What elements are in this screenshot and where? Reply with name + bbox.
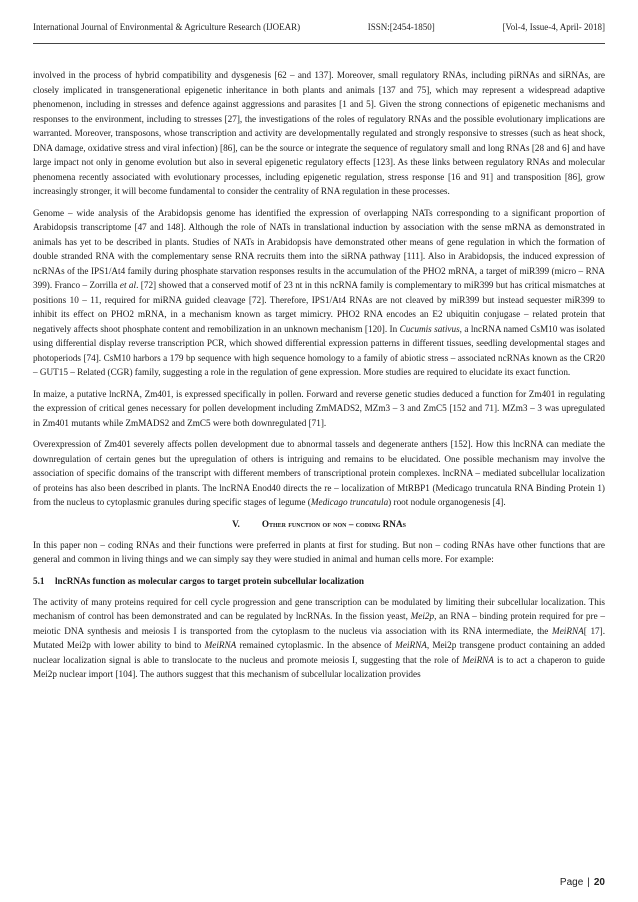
subsection-title: lncRNAs function as molecular cargos to target protein subcellular localization (55, 575, 365, 586)
paragraph-4 (33, 437, 605, 510)
paragraph-4-text-b: ) root nodule organogenesis [4]. (388, 497, 506, 507)
meirna-term: MeiRNA (462, 654, 494, 665)
paragraph-6-text-f: is to act a chaperon to guide Mei2p nuclear import [104]. The authors suggest that this mechanism of subcellular localization provides (33, 654, 605, 679)
paragraph-2-text-c: , a lncRNA named CsM10 was isolated using differential display reverse transcription PCR, which showed differential expression patterns in different tissues, seedling developmental stages and photoperiods [74]. CsM10 harbors a 179 bp sequence with high sequence homology to a family of abiotic stress – associated ncRNAs known as the CR20 – GUT15 – Related (CGR) family, suggesting a role in the regulation of gene expression. More studies are required to elucidate its exact function. (33, 323, 605, 377)
species-cucumis: Cucumis sativus (399, 323, 460, 334)
paragraph-6-text-e: , Mei2p transgene product containing an added nuclear localization signal is able to translocate to the nucleus and promote meiosis I, suggesting that the role of (33, 640, 605, 665)
meirna-term: MeiRNA (395, 640, 427, 650)
issn: ISSN:[2454-1850] (367, 22, 435, 32)
page-footer (560, 877, 605, 888)
species-medicago: Medicago truncatula (310, 497, 389, 507)
page-number: 20 (593, 877, 605, 888)
subsection-number: 5.1 (33, 575, 45, 586)
running-header (33, 12, 605, 42)
paragraph-6-text-c: [ 17]. Mutated Mei2p with lower ability to bind to (33, 625, 605, 650)
paragraph-1: involved in the process of hybrid compatibility and dysgenesis [62 – and 137]. Moreover, small regulatory RNAs, including piRNAs and siRNAs, are closely implicated in transgenerational epigenetic inheritance in both plants and animals [137 and 75], which may represent a widespread adaptive phenomenon, including in stresses and defence against aggressions and parasites [1 and 5]. Given the strong connections of epigenetic mechanisms and responses to the environment, including to stresses [27], the investigations of the roles of regulatory RNAs and the possible evolutionary implications are warranted. Moreover, transposons, whose transcription and activity are developmentally regulated and strongly responsive to stresses (such as heat shock, DNA damage, oxidative stress and viral infection) [86], can be the source or integrate the sequence of regulatory small and long RNAs [28 and 6] and have large impact not only in genome evolution but also in several epigenetic regulatory effects [123]. As these links between regulatory RNAs and molecular phenomena recently associated with evolutionary processes, including epigenetic regulation, stress response [16 and 91] and transposition [86], grow increasingly stronger, it will become fundamental to consider the centrality of RNA regulation in these processes. (33, 70, 605, 196)
paragraph-6 (33, 595, 605, 682)
paragraph-3: In maize, a putative lncRNA, Zm401, is expressed specifically in pollen. Forward and reverse genetic studies deduced a function for Zm401 in regulating the expression of critical genes necessary for pollen development including ZmMADS2, MZm3 – 3 and ZmC5 [152 and 71]. MZm3 – 3 was upregulated in Zm401 mutants while ZmMADS2 and ZmC5 were both downregulated [71]. (33, 388, 605, 428)
header-divider (33, 43, 605, 44)
section-number: V. (232, 518, 240, 529)
paragraph-2-text-b: . [72] showed that a conserved motif of 23 nt in this ncRNA family is complementary to miR399 but has critical mismatches at positions 10 – 11, required for miRNA guided cleavage [72]. Therefore, IPS1/At4 RNAs are not cleaved by miR399 but instead sequester miR399 to inhibit its effect on PHO2 mRNA, in a mechanism known as target mimicry. PHO2 RNA encodes an E2 ubiquitin conjugase – related protein that negatively affects shoot phosphate content and remobilization in an unknown mechanism [120]. In (33, 280, 606, 334)
meirna-term: MeiRNA (552, 625, 584, 636)
article-body (33, 68, 605, 689)
paragraph-6-text-d: remained cytoplasmic. In the absence of (236, 640, 396, 650)
volume-issue: [Vol-4, Issue-4, April- 2018] (502, 22, 605, 32)
paragraph-5: In this paper non – coding RNAs and their functions were preferred in plants at first for studing. But non – coding RNAs have other functions that are general and common in living things and we can simply say they were studied in animal and human cells more. For example: (33, 539, 605, 564)
paragraph-2 (33, 206, 605, 380)
subsection-heading (33, 574, 605, 588)
section-title: Other function of non – coding RNAs (261, 518, 406, 529)
paragraph-2-text-a: Genome – wide analysis of the Arabidopsis genome has identified the expression of overlapping NATs corresponding to a significant proportion of Arabidopsis transcriptome [47 and 148]. Although the role of NATs in translational induction by association with the sense mRNA as demonstrated in animals has yet to be described in plants. Studies of NATs in Arabidopsis have demonstrated other means of gene regulation in which the formation of double stranded RNA with the complementary sense RNA recruits them into the siRNA pathway [111]. Also in Arabidopsis, the induced expression of ncRNAs of the IPS1/At4 family during phosphate starvation responses results in the accumulation of the PHO2 mRNA, a target of miR399 (micro – RNA 399). Franco – Zorrilla (33, 207, 605, 290)
paragraph-6-text-b: , an RNA – binding protein required for pre – meiotic DNA synthesis and meiosis I is transported from the cytoplasm to the nucleus via association with its RNA intermediate, the (33, 611, 605, 636)
journal-name: International Journal of Environmental & Agriculture Research (IJOEAR) (33, 22, 301, 32)
paragraph-6-text-a: The activity of many proteins required for cell cycle progression and gene transcription can be modulated by limiting their subcellular localization. This mechanism of control has been demonstrated and can be regulated by lncRNAs. In the fission yeast, (33, 596, 605, 621)
meirna-term: MeiRNA (204, 640, 237, 650)
et-al: et al (119, 280, 137, 290)
paragraph-4-text-a: Overexpression of Zm401 severely affects pollen development due to abnormal tassels and degenerate anthers [152]. How this lncRNA can mediate the downregulation of certain genes but the upregulation of others is intriguing and remains to be elucidated. One possible mechanism may involve the association of specific domains of the transcript with different members of transcriptional protein complexes. lncRNA – mediated subcellular localization of proteins has also been described in plants. The lncRNA Enod40 directs the re – localization of MtRBP1 (Medicago truncatula RNA Binding Protein 1) from the nucleus to cytoplasmic granules during specific stages of legume ( (33, 439, 605, 507)
page-separator: | (587, 877, 590, 888)
section-heading (33, 517, 605, 531)
page-label: Page (559, 877, 584, 888)
mei2p-term: Mei2p (410, 611, 435, 621)
